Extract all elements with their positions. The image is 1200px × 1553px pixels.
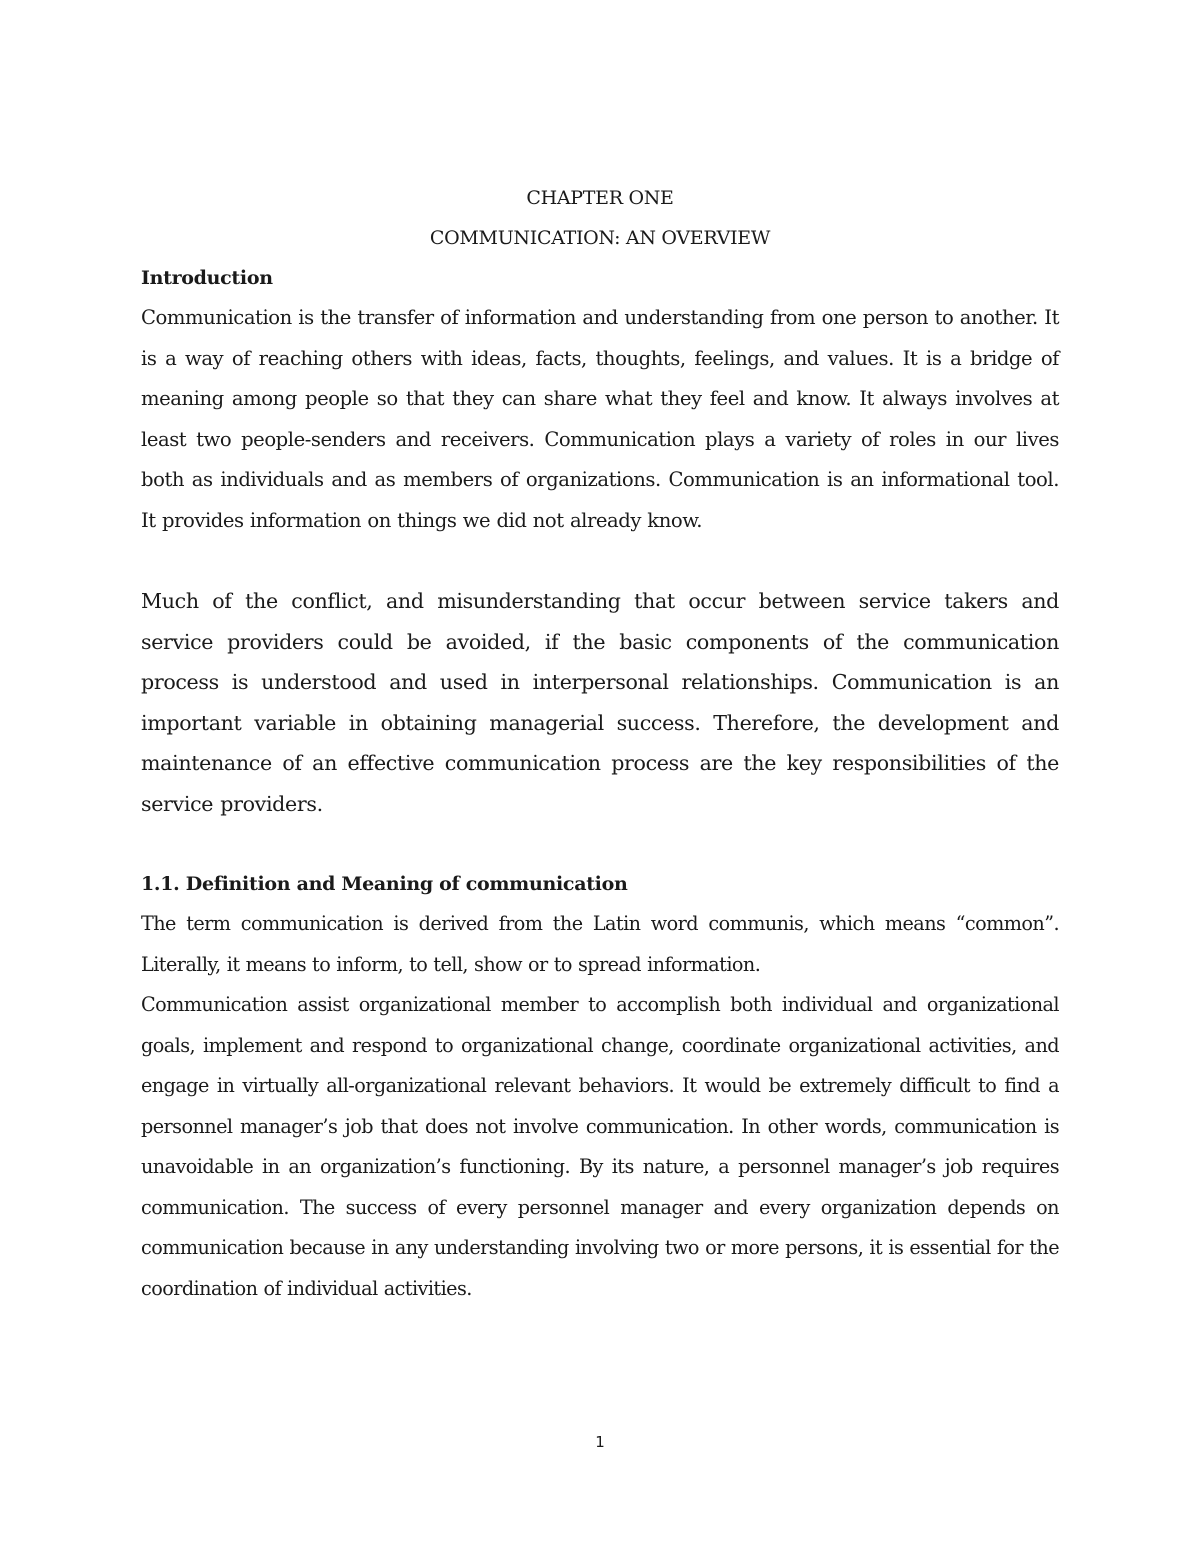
- section-spacer: [141, 824, 1059, 864]
- section-1-1-heading: 1.1. Definition and Meaning of communication: [141, 873, 628, 895]
- section-1-1-paragraph-2: Communication assist organizational member to accomplish both individual and organizational goals, implement and respond to organizational change, coordinate organizational activities, and engage in virtually all-organizational relevant behaviors. It would be extremely difficult to find a personnel manager’s job that does not involve communication. In other words, communication is unavoidable in an organization’s functioning. By its nature, a personnel manager’s job requires communication. The success of every personnel manager and every organization depends on communication because in any understanding involving two or more persons, it is essential for the coordination of individual activities.: [141, 993, 1059, 1300]
- section-1-1-paragraph-1: The term communication is derived from the Latin word communis, which means “common”. Literally, it means to inform, to tell, show or to spread information.: [141, 912, 1059, 976]
- chapter-label: CHAPTER ONE: [526, 187, 674, 209]
- paragraph-spacer: [141, 541, 1059, 581]
- page-number: 1: [595, 1433, 605, 1451]
- introduction-heading: Introduction: [141, 267, 273, 289]
- introduction-paragraph-2: Much of the conflict, and misunderstanding that occur between service takers and service providers could be avoided, if the basic components of the communication process is understood and used in interpersonal relationships. Communication is an important variable in obtaining managerial success. Therefore, the development and maintenance of an effective communication process are the key responsibilities of the service providers.: [141, 589, 1059, 816]
- page-content: [141, 178, 1059, 1309]
- introduction-paragraph-1: Communication is the transfer of information and understanding from one person to another. It is a way of reaching others with ideas, facts, thoughts, feelings, and values. It is a bridge of meaning among people so that they can share what they feel and know. It always involves at least two people-senders and receivers. Communication plays a variety of roles in our lives both as individuals and as members of organizations. Communication is an informational tool. It provides information on things we did not already know.: [141, 306, 1059, 532]
- chapter-title: COMMUNICATION: AN OVERVIEW: [429, 227, 771, 249]
